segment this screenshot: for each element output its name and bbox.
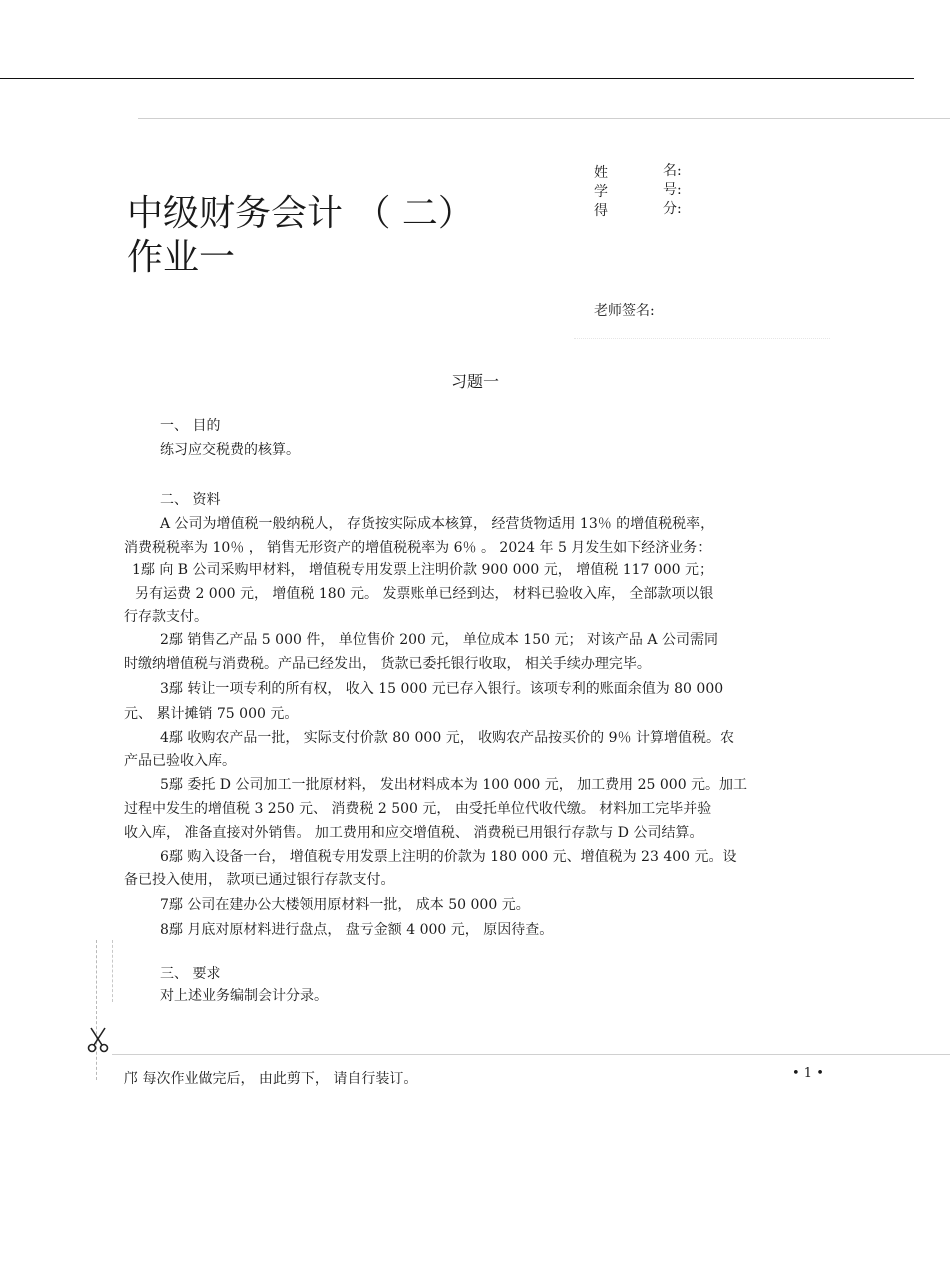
data-line: 3鄢 转让一项专利的所有权， 收入 15 000 元已存入银行。该项专利的账面余值为 80 000 xyxy=(160,681,724,697)
data-line: 过程中发生的增值税 3 250 元、 消费税 2 500 元， 由受托单位代收代缴。 材料加工完毕并验 xyxy=(124,801,712,817)
cut-line xyxy=(112,1054,950,1055)
student-info-labels-right xyxy=(663,162,682,219)
top-rule xyxy=(0,78,914,79)
data-line: 8鄢 月底对原材料进行盘点， 盘亏金额 4 000 元， 原因待查。 xyxy=(160,922,554,938)
exercise-title: 习题一 xyxy=(450,372,499,391)
id-label-right: 号: xyxy=(663,182,682,198)
data-line: 消费税税率为 10％ ， 销售无形资产的增值税税率为 6％ 。 2024 年 5 月发生如下经济业务： xyxy=(124,540,712,556)
purpose-text: 练习应交税费的核算。 xyxy=(160,442,300,458)
scissors-icon xyxy=(86,1026,110,1054)
data-heading: 二、 资料 xyxy=(160,492,221,508)
title-line-1: 中级财务会计 （ 二） xyxy=(127,193,474,234)
second-rule xyxy=(138,118,950,119)
requirement-heading: 三、 要求 xyxy=(160,966,221,982)
name-label-left: 姓 xyxy=(594,165,608,181)
signature-divider xyxy=(574,338,830,339)
data-line: 备已投入使用， 款项已通过银行存款支付。 xyxy=(124,872,395,888)
requirement-text: 对上述业务编制会计分录。 xyxy=(160,988,328,1004)
cut-guide-vertical-inner xyxy=(112,940,113,1002)
student-info-labels-left xyxy=(594,164,608,221)
data-line: 时缴纳增值税与消费税。产品已经发出， 货款已委托银行收取， 相关手续办理完毕。 xyxy=(124,656,651,672)
data-line: 6鄢 购入设备一台， 增值税专用发票上注明的价款为 180 000 元、增值税为 23 400 元。设 xyxy=(160,849,737,865)
data-line: 另有运费 2 000 元， 增值税 180 元。 发票账单已经到达， 材料已验收入库， 全部款项以银 xyxy=(135,586,714,602)
data-line: 元、 累计摊销 75 000 元。 xyxy=(124,706,299,722)
data-line: 7鄢 公司在建办公大楼领用原材料一批， 成本 50 000 元。 xyxy=(160,897,530,913)
data-line: 产品已验收入库。 xyxy=(124,753,236,769)
data-line: 收入库， 准备直接对外销售。 加工费用和应交增值税、 消费税已用银行存款与 D 公司结算。 xyxy=(124,825,704,841)
data-line: 行存款支付。 xyxy=(124,609,208,625)
teacher-signature-label: 老师签名: xyxy=(594,303,655,319)
data-line: 2鄢 销售乙产品 5 000 件， 单位售价 200 元， 单位成本 150 元； 对该产品 A 公司需同 xyxy=(160,632,718,648)
page-title xyxy=(127,192,474,280)
name-label-right: 名: xyxy=(663,163,682,179)
page-number: • 1 • xyxy=(792,1066,824,1081)
purpose-heading: 一、 目的 xyxy=(160,418,221,434)
data-line: 1鄢 向 B 公司采购甲材料， 增值税专用发票上注明价款 900 000 元， 增值税 117 000 元； xyxy=(132,562,714,578)
id-label-left: 学 xyxy=(594,184,608,200)
cut-guide-vertical xyxy=(96,940,97,1080)
data-line: A 公司为增值税一般纳税人， 存货按实际成本核算， 经营货物适用 13％ 的增值税税率， xyxy=(160,516,715,532)
data-line: 5鄢 委托 D 公司加工一批原材料， 发出材料成本为 100 000 元， 加工费用 25 000 元。加工 xyxy=(160,777,748,793)
score-label-right: 分: xyxy=(663,201,682,217)
data-line: 4鄢 收购农产品一批， 实际支付价款 80 000 元， 收购农产品按买价的 9％ 计算增值税。农 xyxy=(160,730,734,746)
score-label-left: 得 xyxy=(594,203,608,219)
title-line-2: 作业一 xyxy=(127,237,236,278)
footer-note: 邝 每次作业做完后， 由此剪下， 请自行装订。 xyxy=(124,1071,418,1087)
